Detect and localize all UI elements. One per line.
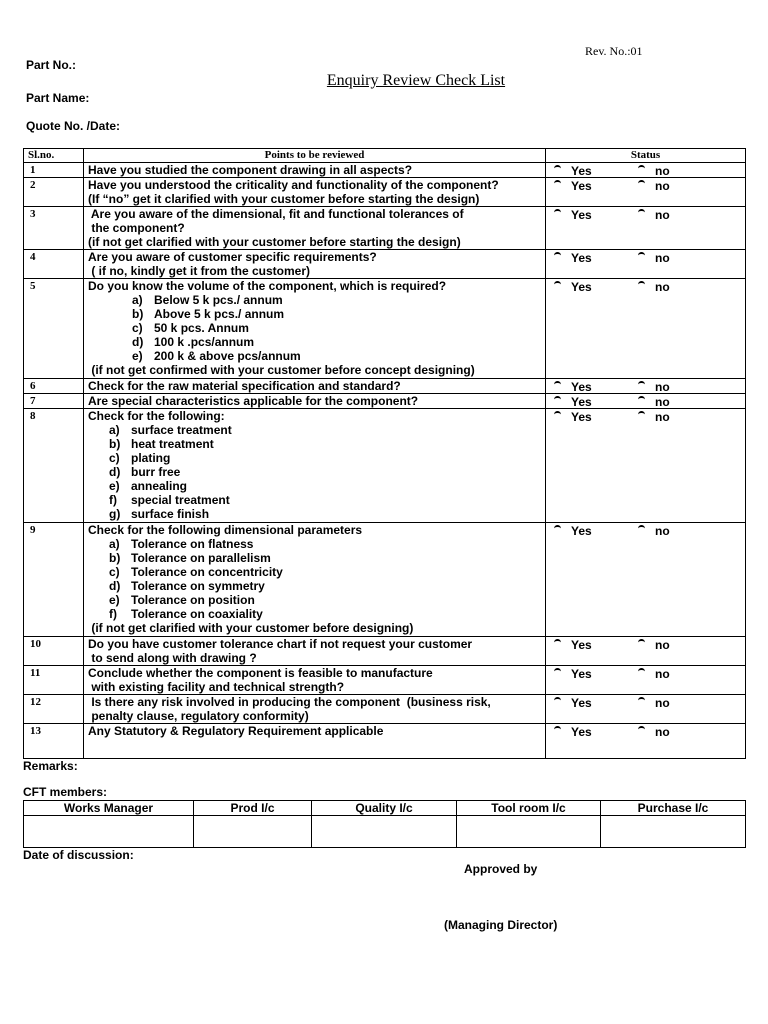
yes-label: Yes <box>571 179 592 193</box>
sub-item-text: Above 5 k pcs./ annum <box>154 307 285 321</box>
row-points <box>84 250 546 279</box>
row-serial-number: 13 <box>24 724 84 759</box>
point-text: ( if no, kindly get it from the customer) <box>88 264 311 278</box>
sub-item-text: Tolerance on concentricity <box>131 565 283 579</box>
sub-item <box>88 507 545 521</box>
point-note: (if not get confirmed with your customer before concept designing) <box>88 363 475 377</box>
radio-button-icon[interactable] <box>638 697 645 704</box>
sub-item-text: 200 k & above pcs/annum <box>154 349 301 363</box>
row-status <box>546 523 746 637</box>
sub-item-letter: e) <box>109 479 120 493</box>
radio-button-icon[interactable] <box>554 281 561 288</box>
checklist-row <box>24 279 746 379</box>
row-points <box>84 379 546 394</box>
sub-item <box>88 607 545 621</box>
sub-item-text: special treatment <box>131 493 230 507</box>
row-points <box>84 207 546 250</box>
radio-button-icon[interactable] <box>638 252 645 259</box>
cft-members-label: CFT members: <box>23 785 108 799</box>
checklist-row <box>24 394 746 409</box>
no-label: no <box>655 251 670 265</box>
row-points <box>84 724 546 759</box>
sub-item <box>88 321 545 335</box>
checklist-row <box>24 695 746 724</box>
row-status <box>546 695 746 724</box>
sub-item-text: Tolerance on coaxiality <box>131 607 263 621</box>
row-points <box>84 695 546 724</box>
status-no-option[interactable] <box>638 208 670 222</box>
radio-button-icon[interactable] <box>638 180 645 187</box>
status-no-option[interactable] <box>638 410 670 424</box>
row-points <box>84 279 546 379</box>
radio-button-icon[interactable] <box>638 396 645 403</box>
status-no-option[interactable] <box>638 395 670 409</box>
sub-item <box>88 479 545 493</box>
checklist-row <box>24 523 746 637</box>
row-serial-number: 10 <box>24 637 84 666</box>
sub-item-letter: b) <box>109 437 121 451</box>
sub-item-letter: c) <box>132 321 143 335</box>
radio-button-icon[interactable] <box>554 396 561 403</box>
row-serial-number: 2 <box>24 178 84 207</box>
cft-toolroom-header: Tool room I/c <box>457 801 601 816</box>
status-yes-option[interactable] <box>554 380 592 394</box>
sub-item <box>88 465 545 479</box>
sub-item <box>88 537 545 551</box>
radio-button-icon[interactable] <box>638 411 645 418</box>
yes-label: Yes <box>571 725 592 739</box>
sub-item-text: burr free <box>131 465 181 479</box>
sub-item <box>88 423 545 437</box>
sub-item-text: Tolerance on symmetry <box>131 579 265 593</box>
yes-label: Yes <box>571 410 592 424</box>
no-label: no <box>655 380 670 394</box>
point-text: Check for the raw material specification and standard? <box>88 379 401 393</box>
status-no-option[interactable] <box>638 524 670 538</box>
status-yes-option[interactable] <box>554 251 592 265</box>
yes-label: Yes <box>571 208 592 222</box>
sub-item-letter: f) <box>109 493 117 507</box>
sub-item-text: annealing <box>131 479 188 493</box>
checklist-row <box>24 178 746 207</box>
sub-item-letter: e) <box>109 593 120 607</box>
row-status <box>546 163 746 178</box>
point-text: Have you understood the criticality and functionality of the component? <box>88 178 499 192</box>
radio-button-icon[interactable] <box>554 726 561 733</box>
status-yes-option[interactable] <box>554 725 592 739</box>
row-status <box>546 279 746 379</box>
row-status <box>546 178 746 207</box>
sub-item-text: Tolerance on flatness <box>131 537 254 551</box>
checklist-table <box>23 148 746 759</box>
radio-button-icon[interactable] <box>554 381 561 388</box>
radio-button-icon[interactable] <box>638 281 645 288</box>
radio-button-icon[interactable] <box>554 668 561 675</box>
radio-button-icon[interactable] <box>638 165 645 172</box>
yes-label: Yes <box>571 280 592 294</box>
no-label: no <box>655 179 670 193</box>
status-no-option[interactable] <box>638 380 670 394</box>
checklist-row <box>24 379 746 394</box>
sub-item <box>88 493 545 507</box>
radio-button-icon[interactable] <box>554 697 561 704</box>
sub-item-letter: c) <box>109 565 120 579</box>
page-title: Enquiry Review Check List <box>326 72 506 89</box>
sub-item-letter: a) <box>109 423 120 437</box>
point-text: (If “no” get it clarified with your customer before starting the design) <box>88 192 480 206</box>
row-status <box>546 207 746 250</box>
cft-works-manager-header: Works Manager <box>24 801 194 816</box>
sub-item-text: heat treatment <box>131 437 214 451</box>
approved-by-label: Approved by <box>464 862 538 876</box>
sub-item-letter: d) <box>132 335 144 349</box>
row-status <box>546 637 746 666</box>
row-serial-number: 8 <box>24 409 84 523</box>
cft-purchase-signature[interactable] <box>601 816 746 848</box>
sub-item <box>88 593 545 607</box>
sub-item-text: surface treatment <box>131 423 232 437</box>
no-label: no <box>655 395 670 409</box>
row-points <box>84 163 546 178</box>
row-status <box>546 666 746 695</box>
sub-item-text: surface finish <box>131 507 210 521</box>
point-text: penalty clause, regulatory conformity) <box>88 709 309 723</box>
col-status-header: Status <box>546 149 746 163</box>
status-no-option[interactable] <box>638 280 670 294</box>
yes-label: Yes <box>571 395 592 409</box>
remarks-label: Remarks: <box>23 759 78 773</box>
yes-label: Yes <box>571 638 592 652</box>
row-status <box>546 394 746 409</box>
status-no-option[interactable] <box>638 725 670 739</box>
row-status <box>546 250 746 279</box>
cft-members-table <box>23 800 746 848</box>
checklist-row <box>24 163 746 178</box>
cft-toolroom-signature[interactable] <box>457 816 601 848</box>
row-serial-number: 6 <box>24 379 84 394</box>
sub-item <box>88 579 545 593</box>
point-text: Have you studied the component drawing in all aspects? <box>88 163 413 177</box>
no-label: no <box>655 638 670 652</box>
point-text: Check for the following: <box>88 409 225 423</box>
sub-item-letter: e) <box>132 349 143 363</box>
radio-button-icon[interactable] <box>554 525 561 532</box>
sub-item-letter: d) <box>109 465 121 479</box>
point-note: (if not get clarified with your customer before designing) <box>88 621 414 635</box>
sub-item <box>88 335 545 349</box>
radio-button-icon[interactable] <box>638 639 645 646</box>
cft-quality-header: Quality I/c <box>312 801 457 816</box>
radio-button-icon[interactable] <box>554 411 561 418</box>
sub-item-letter: f) <box>109 607 117 621</box>
checklist-row <box>24 207 746 250</box>
yes-label: Yes <box>571 251 592 265</box>
point-text: Do you have customer tolerance chart if not request your customer <box>88 637 473 651</box>
sub-item-text: Tolerance on position <box>131 593 255 607</box>
revision-number: Rev. No.:01 <box>585 44 643 58</box>
col-points-header: Points to be reviewed <box>84 149 546 163</box>
point-text: Is there any risk involved in producing the component (business risk, <box>88 695 491 709</box>
status-yes-option[interactable] <box>554 280 592 294</box>
row-serial-number: 9 <box>24 523 84 637</box>
status-no-option[interactable] <box>638 638 670 652</box>
col-sl-header: Sl.no. <box>24 149 84 163</box>
row-points <box>84 409 546 523</box>
sub-item-text: 100 k .pcs/annum <box>154 335 255 349</box>
point-text: to send along with drawing ? <box>88 651 257 665</box>
cft-purchase-header: Purchase I/c <box>601 801 746 816</box>
checklist-header-row <box>24 149 746 163</box>
status-yes-option[interactable] <box>554 638 592 652</box>
cft-quality-signature[interactable] <box>312 816 457 848</box>
date-of-discussion-label: Date of discussion: <box>23 848 134 862</box>
sub-item-letter: a) <box>132 293 143 307</box>
radio-button-icon[interactable] <box>638 381 645 388</box>
sub-item-text: plating <box>131 451 171 465</box>
point-text: Are you aware of customer specific requirements? <box>88 250 377 264</box>
point-text: (if not get clarified with your customer before starting the design) <box>88 235 461 249</box>
row-points <box>84 637 546 666</box>
sub-item <box>88 551 545 565</box>
point-text: Are you aware of the dimensional, fit and functional tolerances of <box>88 207 464 221</box>
point-text: Any Statutory & Regulatory Requirement applicable <box>88 724 384 738</box>
sub-item <box>88 293 545 307</box>
row-serial-number: 7 <box>24 394 84 409</box>
no-label: no <box>655 667 670 681</box>
no-label: no <box>655 410 670 424</box>
cft-prod-header: Prod I/c <box>194 801 312 816</box>
yes-label: Yes <box>571 164 592 178</box>
sub-item-text: 50 k pcs. Annum <box>154 321 249 335</box>
status-yes-option[interactable] <box>554 667 592 681</box>
point-text: Check for the following dimensional parameters <box>88 523 363 537</box>
radio-button-icon[interactable] <box>554 165 561 172</box>
part-no-label: Part No.: <box>26 58 77 72</box>
status-yes-option[interactable] <box>554 208 592 222</box>
status-yes-option[interactable] <box>554 410 592 424</box>
radio-button-icon[interactable] <box>638 726 645 733</box>
checklist-row <box>24 724 746 759</box>
radio-button-icon[interactable] <box>554 180 561 187</box>
yes-label: Yes <box>571 524 592 538</box>
status-yes-option[interactable] <box>554 524 592 538</box>
sub-item <box>88 349 545 363</box>
row-serial-number: 4 <box>24 250 84 279</box>
row-status <box>546 724 746 759</box>
row-points <box>84 666 546 695</box>
point-text: Are special characteristics applicable for the component? <box>88 394 419 408</box>
radio-button-icon[interactable] <box>554 252 561 259</box>
row-points <box>84 394 546 409</box>
sub-item-letter: g) <box>109 507 121 521</box>
sub-item-letter: a) <box>109 537 120 551</box>
radio-button-icon[interactable] <box>638 525 645 532</box>
cft-works-manager-signature[interactable] <box>24 816 194 848</box>
status-yes-option[interactable] <box>554 696 592 710</box>
checklist-row <box>24 409 746 523</box>
checklist-row <box>24 666 746 695</box>
status-no-option[interactable] <box>638 251 670 265</box>
row-points <box>84 178 546 207</box>
row-points <box>84 523 546 637</box>
sub-item-letter: c) <box>109 451 120 465</box>
checklist-row <box>24 637 746 666</box>
radio-button-icon[interactable] <box>554 209 561 216</box>
radio-button-icon[interactable] <box>554 639 561 646</box>
point-text: with existing facility and technical strength? <box>88 680 345 694</box>
status-no-option[interactable] <box>638 164 670 178</box>
sub-item-letter: d) <box>109 579 121 593</box>
part-name-label: Part Name: <box>26 91 90 105</box>
quote-date-label: Quote No. /Date: <box>26 119 121 133</box>
point-text: the component? <box>88 221 185 235</box>
sub-item-text: Below 5 k pcs./ annum <box>154 293 283 307</box>
no-label: no <box>655 208 670 222</box>
row-serial-number: 12 <box>24 695 84 724</box>
row-serial-number: 3 <box>24 207 84 250</box>
sub-item-text: Tolerance on parallelism <box>131 551 271 565</box>
row-status <box>546 379 746 394</box>
row-serial-number: 5 <box>24 279 84 379</box>
sub-item <box>88 437 545 451</box>
sub-item <box>88 307 545 321</box>
no-label: no <box>655 280 670 294</box>
sub-item <box>88 451 545 465</box>
no-label: no <box>655 164 670 178</box>
yes-label: Yes <box>571 696 592 710</box>
point-text: Conclude whether the component is feasible to manufacture <box>88 666 433 680</box>
status-no-option[interactable] <box>638 179 670 193</box>
radio-button-icon[interactable] <box>638 668 645 675</box>
yes-label: Yes <box>571 380 592 394</box>
yes-label: Yes <box>571 667 592 681</box>
no-label: no <box>655 524 670 538</box>
sub-item <box>88 565 545 579</box>
no-label: no <box>655 696 670 710</box>
sub-item-letter: b) <box>132 307 144 321</box>
checklist-row <box>24 250 746 279</box>
status-no-option[interactable] <box>638 696 670 710</box>
sub-item-letter: b) <box>109 551 121 565</box>
status-yes-option[interactable] <box>554 395 592 409</box>
radio-button-icon[interactable] <box>638 209 645 216</box>
cft-prod-signature[interactable] <box>194 816 312 848</box>
point-text: Do you know the volume of the component, which is required? <box>88 279 447 293</box>
status-no-option[interactable] <box>638 667 670 681</box>
managing-director-label: (Managing Director) <box>444 918 558 932</box>
row-serial-number: 11 <box>24 666 84 695</box>
row-status <box>546 409 746 523</box>
status-yes-option[interactable] <box>554 179 592 193</box>
no-label: no <box>655 725 670 739</box>
row-serial-number: 1 <box>24 163 84 178</box>
status-yes-option[interactable] <box>554 164 592 178</box>
